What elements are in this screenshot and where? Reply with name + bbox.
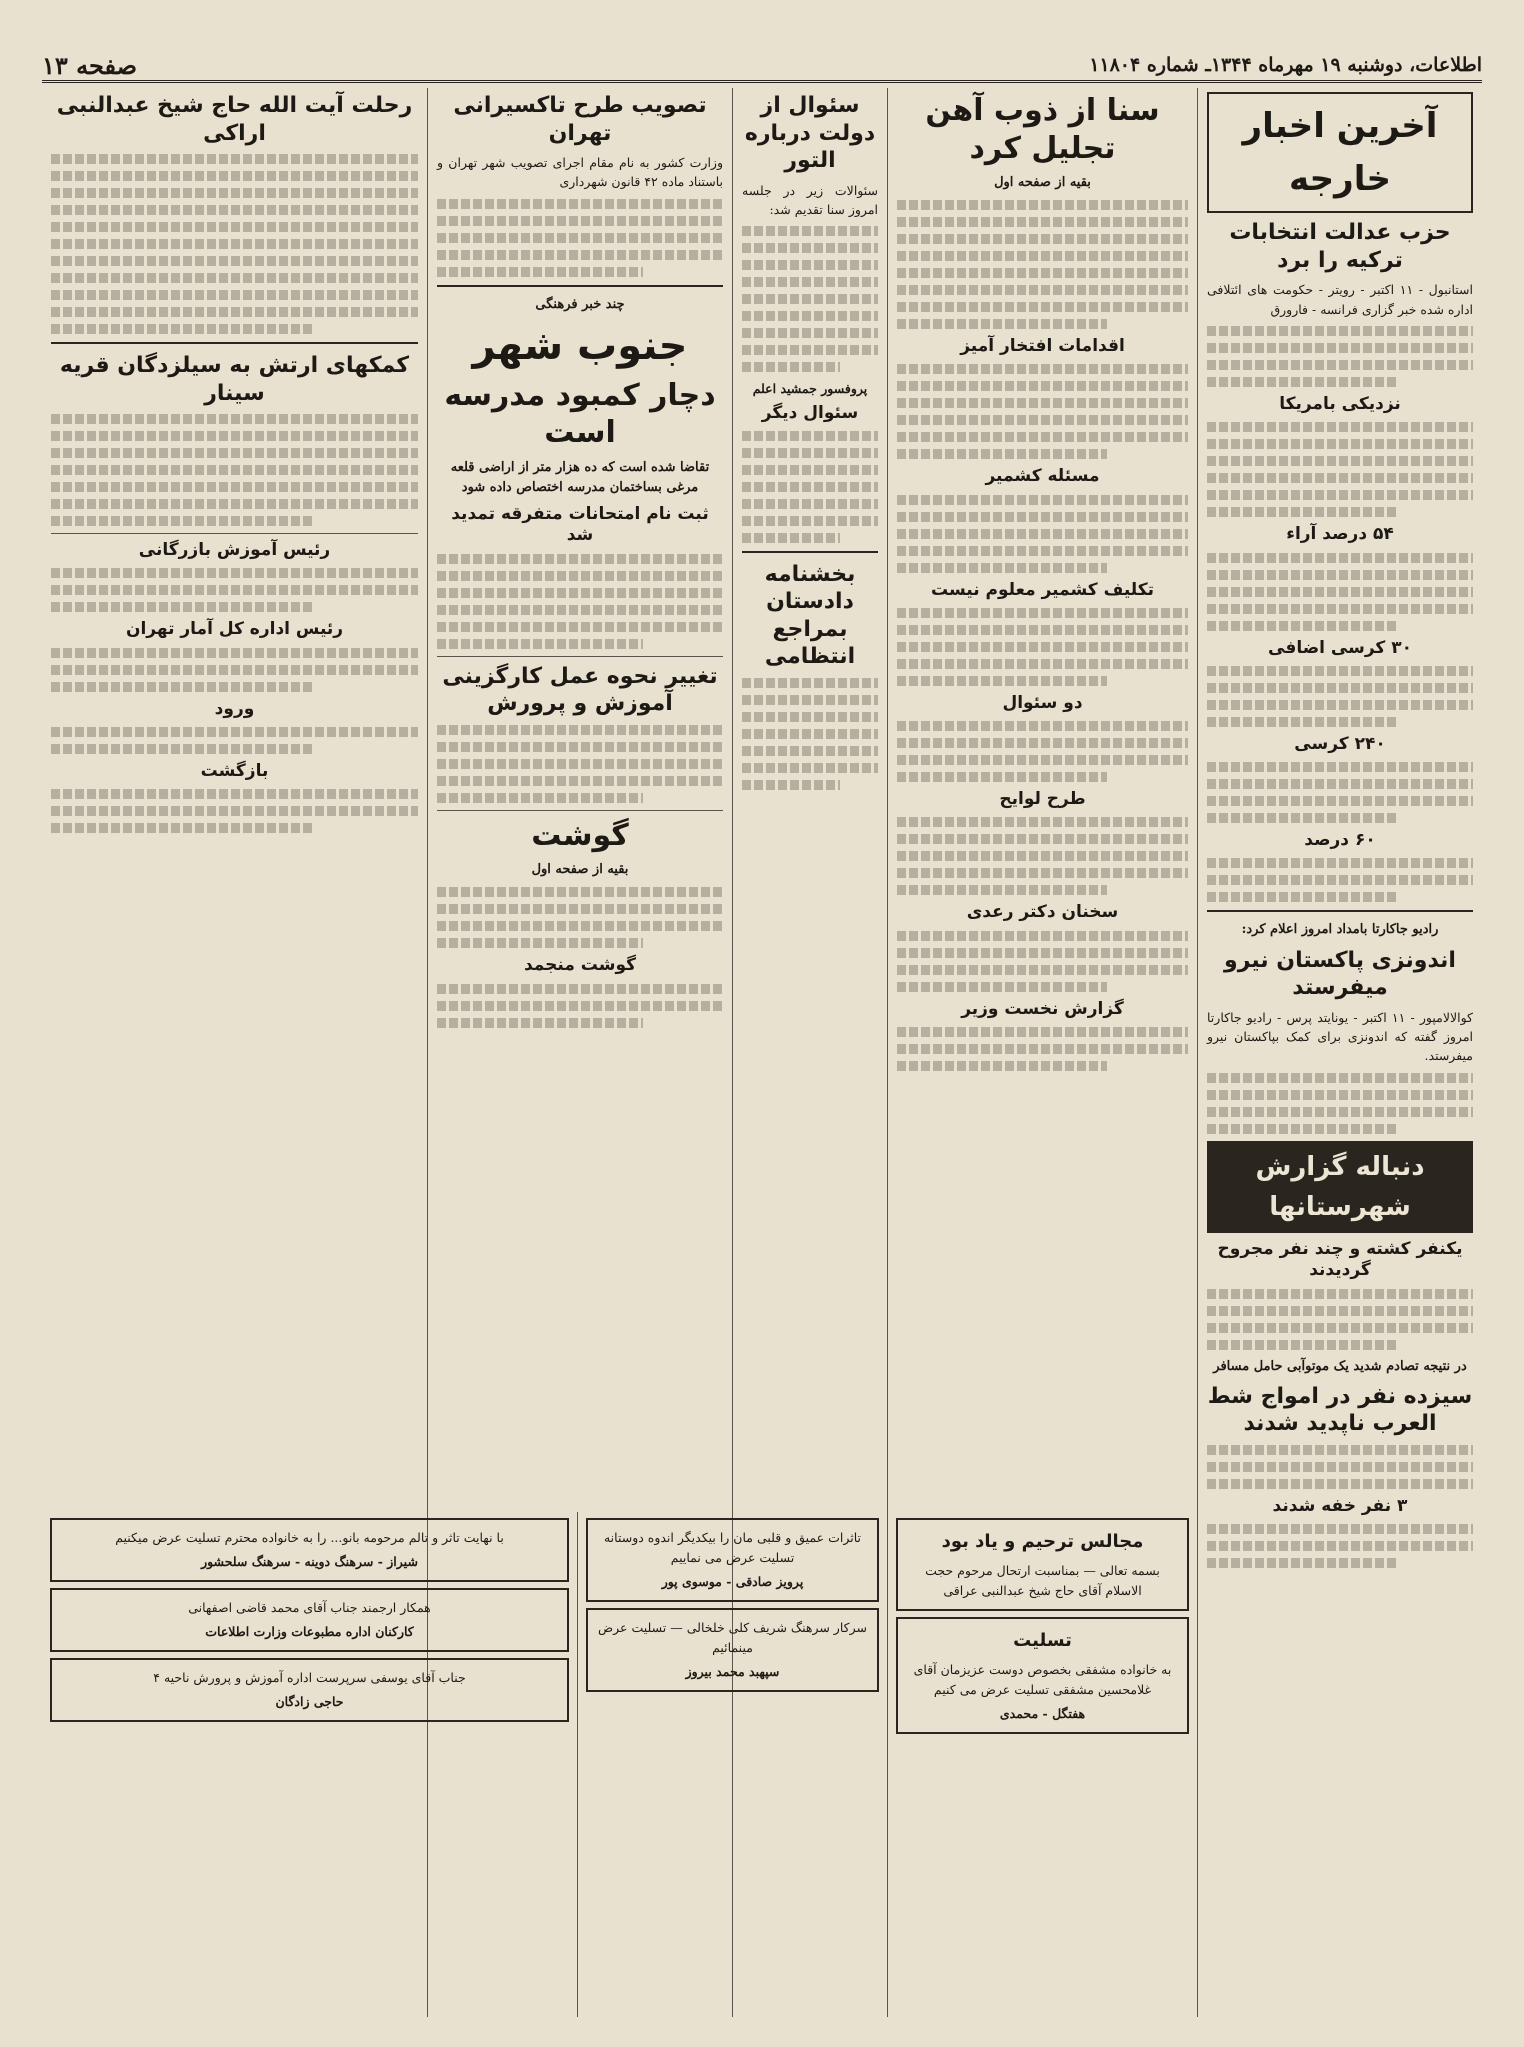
headline-meat: گوشت <box>531 817 629 853</box>
headline-prosecutor-circular: بخشنامه دادستان بمراجع انتظامی <box>764 561 856 670</box>
condolence-ad <box>896 1617 1189 1734</box>
continued-note: بقیه از صفحه اول <box>994 175 1091 190</box>
headline-indonesia-pakistan: اندونزی پاکستان نیرو میفرستد <box>1224 947 1456 1001</box>
headline-ayatollah-death: رحلت آیت الله حاج شیخ عبدالنبی اراکی <box>56 93 413 146</box>
page-number: صفحه ۱۳ <box>42 50 138 80</box>
continued-note: بقیه از صفحه اول <box>531 862 629 878</box>
subhead-arrival: ورود <box>214 698 255 719</box>
article-text: وزارت کشور به نام مقام اجرای تصویب شهر تهران و باستناد ماده ۴۲ قانون شهرداری <box>437 155 723 190</box>
bottom-ads <box>42 1512 1482 2017</box>
ad-text: جناب آقای یوسفی سرپرست اداره آموزش و پرورش ناحیه ۴ <box>153 1670 466 1685</box>
foreign-news-logo <box>1207 92 1473 213</box>
kicker-cultural-news: چند خبر فرهنگی <box>535 296 625 312</box>
ad-text: با نهایت تاثر و تالم مرحومه بانو... را به خانواده محترم تسلیت عرض میکنیم <box>115 1530 504 1545</box>
ad-column-middle <box>577 1512 887 2017</box>
headline-turkey-elections: حزب عدالت انتخابات ترکیه را برد <box>1229 220 1451 273</box>
ad-text: بسمه تعالی — بمناسبت ارتحال مرحوم حجت الاسلام آقای حاج شیخ عبدالنبی عراقی <box>925 1562 1160 1598</box>
article-text: کوالالامپور - ۱۱ اکتبر - یونایتد پرس - رادیو جاکارتا امروز گفته که اندونزی برای کمک بپاکستان نیرو میفرستد. <box>1207 1009 1473 1064</box>
headline-shatt-al-arab: سیزده نفر در امواج شط العرب ناپدید شدند <box>1207 1383 1473 1437</box>
memorial-ad <box>896 1518 1189 1611</box>
condolence-ad <box>586 1518 879 1602</box>
issue-line: اطلاعات، دوشنبه ۱۹ مهرماه ۱۳۴۴ـ شماره ۱۱۸۰۴ <box>1089 54 1482 76</box>
condolence-ad <box>50 1518 569 1582</box>
ad-column-left <box>42 1512 577 2017</box>
subhead-54-percent: ۵۴ درصد آراء <box>1286 524 1394 545</box>
ad-signature: سپهبد محمد بیروز <box>685 1664 780 1679</box>
subhead-exam-registration: ثبت نام امتحانات متفرقه تمدید شد <box>451 504 709 546</box>
headline-army-flood-aid: کمکهای ارتش به سیلزدگان قریه سینار <box>59 353 410 406</box>
ad-title: تسلیت <box>1013 1629 1072 1651</box>
subhead-bills: طرح لوایح <box>999 789 1086 810</box>
provincial-reports-banner: دنباله گزارش شهرستانها <box>1207 1141 1473 1234</box>
ad-text: تاثرات عمیق و قلبی مان را بیکدیگر اندوه دوستانه تسلیت عرض می نماییم <box>603 1530 862 1565</box>
headline-one-killed: یکنفر کشته و چند نفر مجروح گردیدند <box>1217 1239 1463 1281</box>
subhead-statistics-head: رئیس اداره کل آمار تهران <box>125 619 344 640</box>
subhead-30-seats: ۳۰ کرسی اضافی <box>1268 637 1412 658</box>
ad-title: مجالس ترحیم و یاد بود <box>941 1531 1144 1552</box>
subhead-america: نزدیکی بامریکا <box>1279 394 1401 415</box>
ad-column-right <box>1197 1512 1482 2017</box>
headline-three-suffocated: ۳ نفر خفه شدند <box>1272 1495 1408 1516</box>
subhead-60-percent: ۶۰ درصد <box>1304 830 1376 851</box>
ad-signature: حاجی زادگان <box>275 1694 344 1709</box>
ad-signature: شیراز - سرهنگ دوینه - سرهنگ سلحشور <box>201 1554 418 1569</box>
ad-column-memorial <box>887 1512 1197 2017</box>
article-text: استانبول - ۱۱ اکتبر - رویتر - حکومت های ائتلافی اداره شده خبر گزاری فرانسه - فارورق <box>1207 282 1473 317</box>
subhead-frozen-meat: گوشت منجمد <box>523 955 637 976</box>
kicker-boat-collision: در نتیجه تصادم شدید یک موتوآبی حامل مسافر <box>1213 1358 1467 1374</box>
subhead-honorable-actions: اقدامات افتخار آمیز <box>960 336 1125 357</box>
radio-kicker: رادیو جاکارتا بامداد امروز اعلام کرد: <box>1241 922 1439 938</box>
headline-school-shortage: دچار کمبود مدرسه است <box>444 377 716 451</box>
subhead-return: بازگشت <box>200 760 269 781</box>
subhead-kashmir-unknown: تکلیف کشمیر معلوم نیست <box>930 579 1155 600</box>
headline-senate-steel: سنا از ذوب آهن تجلیل کرد <box>925 93 1160 166</box>
logo-text: آخرین اخبار خارجه <box>1242 106 1438 199</box>
ad-signature: کارکنان اداره مطبوعات وزارت اطلاعات <box>205 1624 414 1639</box>
headline-taxi-plan: تصویب طرح تاکسیرانی تهران <box>453 93 707 146</box>
subhead-land-request: تقاضا شده است که ده هزار متر از اراضی قلعه مرغی بساختمان مدرسه اختصاص داده شود <box>450 459 710 496</box>
condolence-ad <box>50 1588 569 1652</box>
subhead-pm-report: گزارش نخست وزیر <box>961 998 1124 1019</box>
ad-signature: پرویز صادقی - موسوی پور <box>661 1574 804 1589</box>
masthead <box>42 50 1482 83</box>
subhead-commerce-education-head: رئیس آموزش بازرگانی <box>138 540 331 560</box>
condolence-ad <box>50 1658 569 1722</box>
subhead-two-questions: دو سئوال <box>1002 692 1083 713</box>
ad-signature: هفتگل - محمدی <box>999 1705 1086 1721</box>
subhead-raadi-speech: سخنان دکتر رعدی <box>966 902 1119 923</box>
headline-hr-change: تغییر نحوه عمل کارگزینی آموزش و پرورش <box>442 663 718 717</box>
condolence-ad <box>586 1608 879 1692</box>
subhead-kashmir-issue: مسئله کشمیر <box>985 466 1100 487</box>
headline-cholera-question: سئوال از دولت درباره التور <box>744 93 876 173</box>
subhead-another-question: سئوال دیگر <box>761 402 859 423</box>
subhead-240-seats: ۲۴۰ کرسی <box>1294 733 1386 754</box>
headline-south-city: جنوب شهر <box>472 322 688 369</box>
ad-text: سرکار سرهنگ شریف کلی خلخالی — تسلیت عرض مینمائیم <box>598 1620 867 1655</box>
ad-text: به خانواده مشفقی بخصوص دوست عزیزمان آقای غلامحسین مشفقی تسلیت عرض می کنیم <box>913 1661 1172 1697</box>
ad-text: همکار ارجمند جناب آقای محمد قاضی اصفهانی <box>188 1600 431 1615</box>
signature: پروفسور جمشید اعلم <box>752 381 868 397</box>
article-text: سئوالات زیر در جلسه امروز سنا تقدیم شد: <box>742 182 878 217</box>
